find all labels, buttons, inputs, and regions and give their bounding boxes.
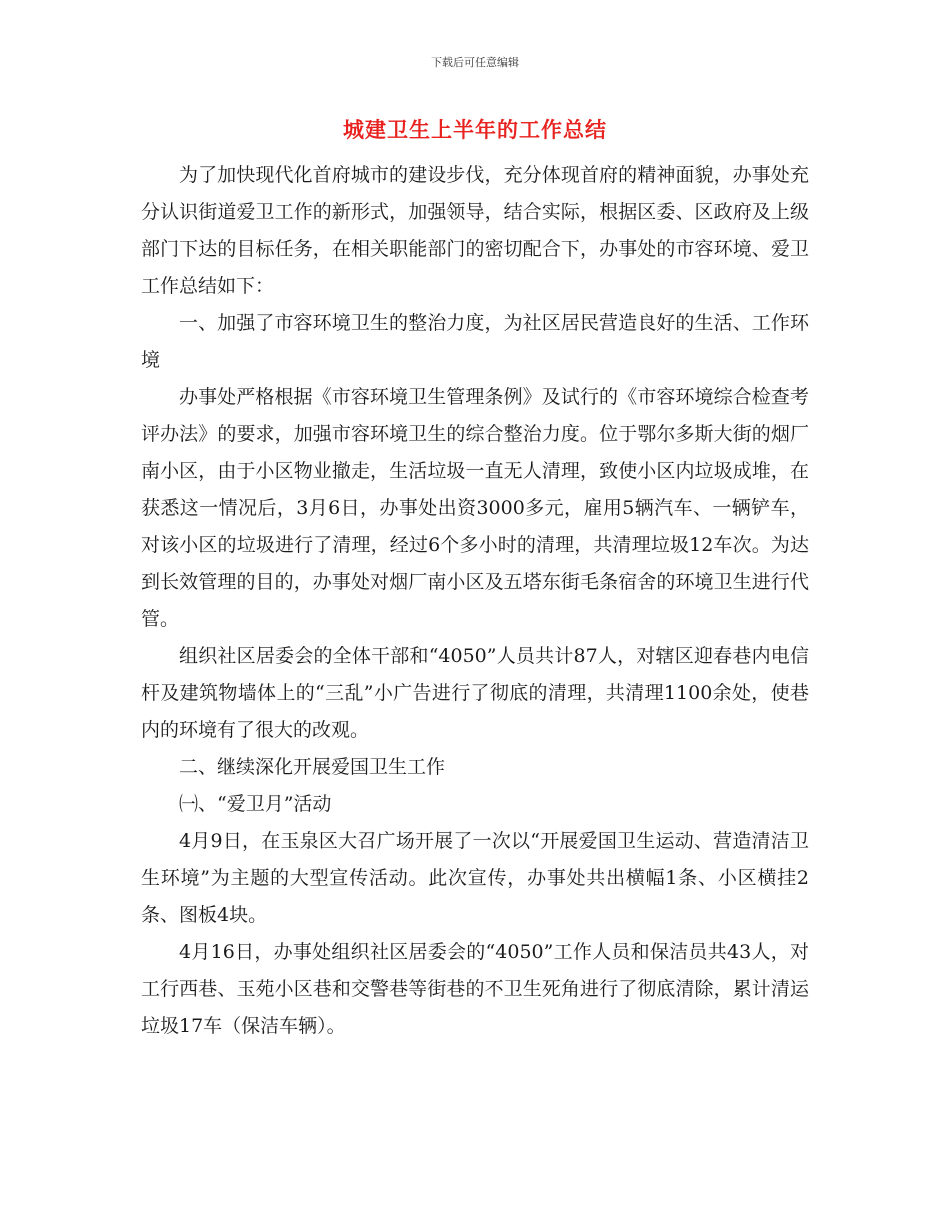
document-body: [141, 157, 809, 1045]
paragraph-section-2-b: 4月16日，办事处组织社区居委会的“4050”工作人员和保洁员共43人，对工行西巷、玉苑小区巷和交警巷等街巷的不卫生死角进行了彻底清除，累计清运垃圾17车（保洁车辆）。: [141, 941, 809, 1037]
document-title: 城建卫生上半年的工作总结: [343, 118, 607, 142]
heading-subsection-1: ㈠、“爱卫月”活动: [179, 793, 332, 815]
paragraph-section-2-a: 4月9日，在玉泉区大召广场开展了一次以“开展爱国卫生运动、营造清洁卫生环境”为主题的大型宣传活动。此次宣传，办事处共出横幅1条、小区横挂2条、图板4块。: [141, 830, 809, 926]
heading-section-2: 二、继续深化开展爱国卫生工作: [179, 756, 446, 778]
header-note: 下载后可任意编辑: [431, 56, 519, 69]
paragraph-section-1-a: 办事处严格根据《市容环境卫生管理条例》及试行的《市容环境综合检查考评办法》的要求，加强市容环境卫生的综合整治力度。位于鄂尔多斯大街的烟厂南小区，由于小区物业撤走，生活垃圾一直无人清理，致使小区内垃圾成堆，在获悉这一情况后，3月6日，办事处出资3000多元，雇用5辆汽车、一辆铲车，对该小区的垃圾进行了清理，经过6个多小时的清理，共清理垃圾12车次。为达到长效管理的目的，办事处对烟厂南小区及五塔东街毛条宿舍的环境卫生进行代管。: [141, 386, 809, 630]
heading-section-1: 一、加强了市容环境卫生的整治力度，为社区居民营造良好的生活、工作环境: [141, 312, 809, 371]
paragraph-intro: 为了加快现代化首府城市的建设步伐，充分体现首府的精神面貌，办事处充分认识街道爱卫工作的新形式，加强领导，结合实际，根据区委、区政府及上级部门下达的目标任务，在相关职能部门的密切配合下，办事处的市容环境、爱卫工作总结如下：: [141, 164, 809, 297]
paragraph-section-1-b: 组织社区居委会的全体干部和“4050”人员共计87人，对辖区迎春巷内电信杆及建筑物墙体上的“三乱”小广告进行了彻底的清理，共清理1100余处，使巷内的环境有了很大的改观。: [141, 645, 809, 741]
